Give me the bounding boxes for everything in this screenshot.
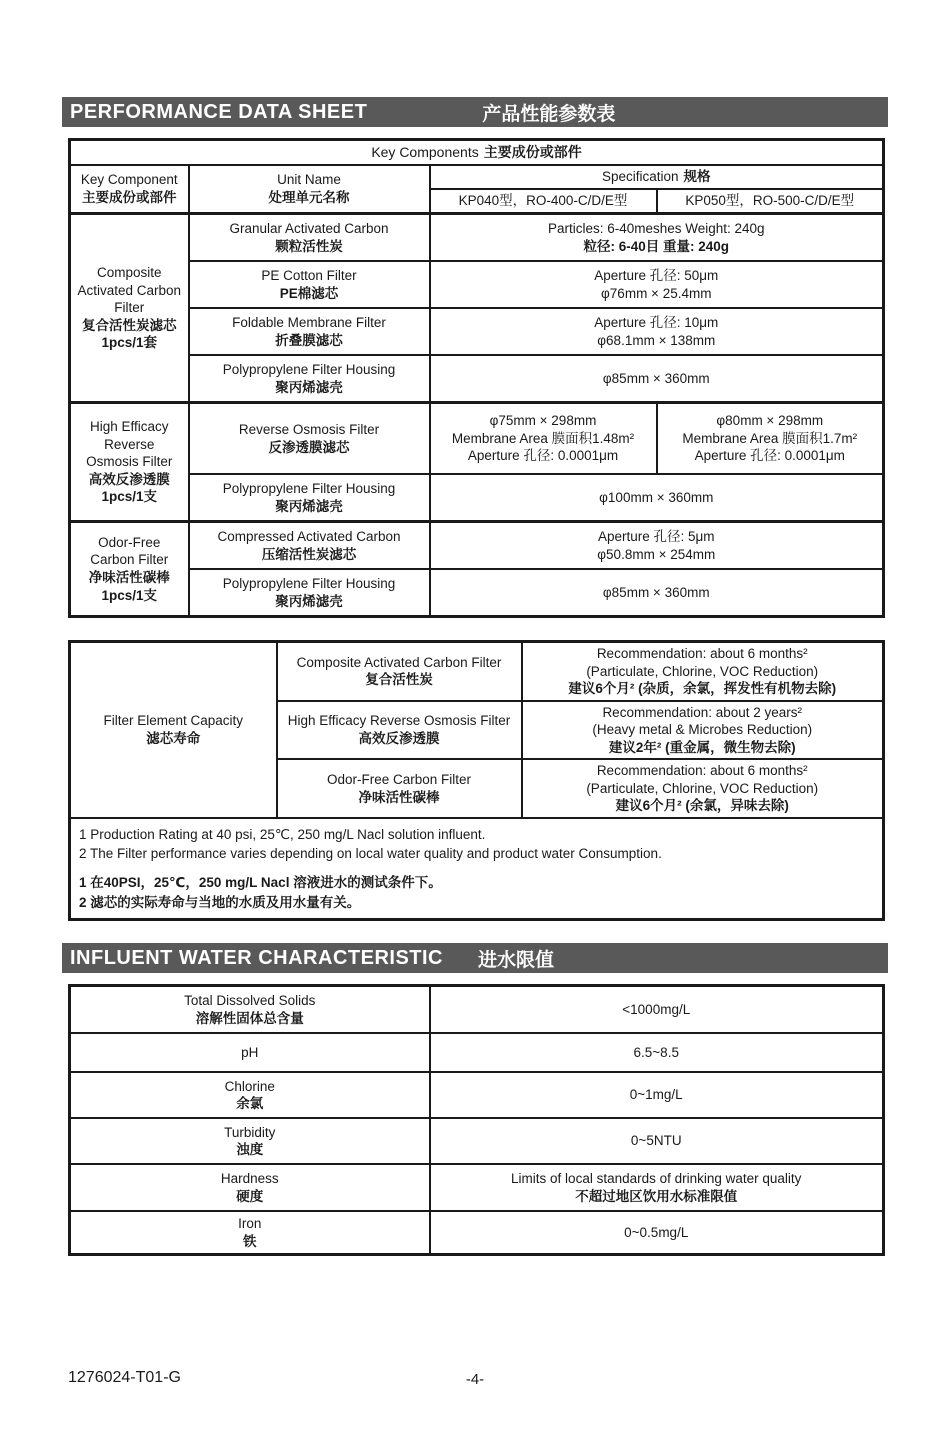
unit-name-cell bbox=[189, 403, 430, 475]
component-group-cell bbox=[70, 403, 189, 522]
param-en: Turbidity bbox=[224, 1124, 276, 1140]
component-group-cell bbox=[70, 214, 189, 403]
param-en: Hardness bbox=[220, 1171, 279, 1187]
limit-value: 0~1mg/L bbox=[629, 1087, 683, 1103]
spec-cell bbox=[430, 355, 884, 403]
footnote-zh-1: 1 在40PSI，25℃，250 mg/L Nacl 溶液进水的测试条件下。 bbox=[79, 875, 442, 891]
unit-zh: 压缩活性炭滤芯 bbox=[261, 546, 357, 562]
capacity-label-zh: 滤芯寿命 bbox=[146, 730, 201, 746]
header-spec-zh: 规格 bbox=[683, 169, 711, 185]
group-name-en: Composite Activated Carbon Filter bbox=[77, 265, 182, 316]
spec-cell bbox=[430, 214, 884, 262]
unit-en: Polypropylene Filter Housing bbox=[222, 361, 396, 377]
table-row bbox=[70, 1033, 884, 1072]
table-row bbox=[70, 1072, 884, 1118]
footnotes-cell bbox=[70, 818, 884, 920]
param-zh: 铁 bbox=[243, 1233, 257, 1249]
spec-cell bbox=[430, 308, 884, 355]
performance-title-zh: 产品性能参数表 bbox=[482, 103, 616, 125]
filter-name-cell bbox=[277, 701, 522, 760]
recommendation-cell bbox=[522, 642, 884, 701]
spec-line: Aperture 孔径: 0.0001μm bbox=[467, 448, 619, 464]
header-key-component-zh: 主要成份或部件 bbox=[82, 190, 177, 205]
model-a-header-cell: KP040型，RO-400-C/D/E型 bbox=[430, 189, 657, 214]
unit-name-cell bbox=[189, 308, 430, 355]
param-en: Iron bbox=[238, 1216, 262, 1232]
spec-line: Membrane Area 膜面积1.48m² bbox=[451, 430, 635, 446]
spec-line: φ85mm × 360mm bbox=[602, 370, 710, 386]
recommendation-cell bbox=[522, 701, 884, 760]
rec-line: 建议6个月² (余氯，异味去除) bbox=[615, 798, 789, 814]
filter-en: High Efficacy Reverse Osmosis Filter bbox=[287, 713, 511, 729]
performance-section-header bbox=[62, 97, 888, 127]
table-row bbox=[70, 569, 884, 617]
limit-value: 0~0.5mg/L bbox=[624, 1224, 689, 1240]
filter-en: Composite Activated Carbon Filter bbox=[296, 654, 502, 670]
unit-en: Foldable Membrane Filter bbox=[232, 314, 386, 330]
table-row bbox=[70, 642, 884, 701]
param-en: Total Dissolved Solids bbox=[184, 993, 316, 1009]
param-zh: 余氯 bbox=[236, 1096, 264, 1112]
unit-zh: 聚丙烯滤壳 bbox=[275, 379, 343, 395]
header-unit-name-en: Unit Name bbox=[277, 172, 341, 188]
spec-line: φ80mm × 298mm bbox=[716, 413, 824, 429]
component-group-cell bbox=[70, 522, 189, 617]
footnote-en-2: 2 The Filter performance varies depending on local water quality and product water Consumption. bbox=[79, 846, 662, 862]
unit-name-cell bbox=[189, 474, 430, 522]
parameter-cell bbox=[70, 1033, 430, 1072]
unit-en: Granular Activated Carbon bbox=[229, 220, 389, 236]
spec-cell bbox=[430, 522, 884, 570]
unit-name-cell bbox=[189, 522, 430, 570]
footnote-zh-2: 2 滤芯的实际寿命与当地的水质及用水量有关。 bbox=[79, 894, 361, 910]
influent-title-en: INFLUENT WATER CHARACTERISTIC bbox=[70, 946, 443, 969]
spec-line: Aperture 孔径: 0.0001μm bbox=[694, 448, 845, 464]
unit-en: Reverse Osmosis Filter bbox=[238, 421, 380, 437]
rec-line: 建议6个月² (杂质，余氯，挥发性有机物去除) bbox=[568, 681, 837, 697]
spec-line: Particles: 6-40meshes Weight: 240g bbox=[547, 220, 765, 236]
spec-line: φ100mm × 360mm bbox=[599, 489, 714, 505]
page-number: -4- bbox=[465, 1371, 485, 1388]
spec-line: 粒径: 6-40目 重量: 240g bbox=[583, 238, 730, 254]
group-qty: 1pcs/1支 bbox=[101, 587, 158, 603]
key-components-caption-cell bbox=[70, 140, 884, 166]
param-en: Chlorine bbox=[224, 1078, 275, 1094]
key-component-header-cell bbox=[70, 165, 189, 214]
table-row bbox=[70, 1118, 884, 1164]
specification-header-cell bbox=[430, 165, 884, 189]
spec-line: φ68.1mm × 138mm bbox=[597, 332, 716, 348]
rec-line: 建议2年² (重金属，微生物去除) bbox=[608, 739, 796, 755]
performance-data-sheet-page bbox=[0, 97, 950, 1440]
unit-en: Compressed Activated Carbon bbox=[217, 528, 401, 544]
spec-line: φ50.8mm × 254mm bbox=[597, 546, 716, 562]
filter-zh: 高效反渗透膜 bbox=[358, 730, 440, 746]
unit-zh: 颗粒活性炭 bbox=[275, 238, 343, 254]
parameter-cell bbox=[70, 1211, 430, 1255]
influent-water-table bbox=[68, 984, 885, 1256]
recommendation-cell bbox=[522, 759, 884, 818]
unit-name-cell bbox=[189, 214, 430, 262]
capacity-label-en: Filter Element Capacity bbox=[103, 713, 244, 729]
limit-value: Limits of local standards of drinking water quality bbox=[511, 1171, 802, 1187]
limit-cell bbox=[430, 1211, 884, 1255]
group-name-en: High Efficacy Reverse Osmosis Filter bbox=[86, 419, 173, 470]
table-row bbox=[70, 522, 884, 570]
limit-cell bbox=[430, 986, 884, 1034]
spec-line: Aperture 孔径: 5μm bbox=[597, 528, 715, 544]
caption-en: Key Components bbox=[371, 144, 479, 161]
group-name-zh: 复合活性炭滤芯 bbox=[82, 317, 177, 333]
spec-cell bbox=[430, 474, 884, 522]
footnote-en-1: 1 Production Rating at 40 psi, 25℃, 250 mg/L Nacl solution influent. bbox=[79, 826, 486, 842]
header-spec-en: Specification bbox=[601, 169, 679, 185]
param-zh: 硬度 bbox=[236, 1188, 264, 1204]
rec-line: Recommendation: about 6 months² bbox=[596, 646, 808, 661]
parameter-cell bbox=[70, 1118, 430, 1164]
filter-zh: 复合活性炭 bbox=[365, 672, 433, 688]
table-row bbox=[70, 403, 884, 475]
unit-name-cell bbox=[189, 355, 430, 403]
limit-value: 6.5~8.5 bbox=[633, 1044, 679, 1060]
influent-title-zh: 进水限值 bbox=[478, 949, 555, 971]
limit-cell bbox=[430, 1164, 884, 1211]
table-row bbox=[70, 261, 884, 308]
rec-line: Recommendation: about 2 years² bbox=[602, 704, 803, 720]
rec-line: (Heavy metal & Microbes Reduction) bbox=[592, 722, 813, 738]
limit-value: 0~5NTU bbox=[630, 1133, 682, 1149]
key-components-table bbox=[68, 138, 885, 618]
rec-line: (Particulate, Chlorine, VOC Reduction) bbox=[586, 663, 819, 679]
table-row bbox=[70, 165, 884, 189]
spec-cell-kp040 bbox=[430, 403, 657, 475]
unit-name-cell bbox=[189, 261, 430, 308]
unit-en: PE Cotton Filter bbox=[261, 267, 357, 283]
table-row bbox=[70, 140, 884, 166]
unit-name-header-cell bbox=[189, 165, 430, 214]
spec-cell bbox=[430, 569, 884, 617]
spec-cell bbox=[430, 261, 884, 308]
unit-zh: 聚丙烯滤壳 bbox=[275, 498, 343, 514]
parameter-cell bbox=[70, 986, 430, 1034]
filter-name-cell bbox=[277, 642, 522, 701]
spec-cell-kp050 bbox=[657, 403, 884, 475]
table-row bbox=[70, 308, 884, 355]
table-row bbox=[70, 474, 884, 522]
filter-name-cell bbox=[277, 759, 522, 818]
spec-line: φ85mm × 360mm bbox=[602, 584, 710, 600]
influent-section-header bbox=[62, 943, 888, 973]
document-code: 1276024-T01-G bbox=[68, 1369, 181, 1386]
unit-zh: 聚丙烯滤壳 bbox=[275, 593, 343, 609]
table-row bbox=[70, 818, 884, 920]
filter-en: Odor-Free Carbon Filter bbox=[326, 772, 472, 788]
unit-zh: 反渗透膜滤芯 bbox=[268, 439, 350, 455]
unit-name-cell bbox=[189, 569, 430, 617]
unit-en: Polypropylene Filter Housing bbox=[222, 575, 396, 591]
spec-line: φ76mm × 25.4mm bbox=[601, 285, 712, 301]
unit-en: Polypropylene Filter Housing bbox=[222, 480, 396, 496]
group-qty: 1pcs/1支 bbox=[101, 489, 158, 505]
limit-cell bbox=[430, 1033, 884, 1072]
spec-line: Membrane Area 膜面积1.7m² bbox=[682, 430, 858, 446]
param-zh: 浊度 bbox=[236, 1142, 264, 1158]
parameter-cell bbox=[70, 1164, 430, 1211]
header-key-component-en: Key Component bbox=[80, 172, 178, 188]
unit-zh: PE棉滤芯 bbox=[279, 285, 339, 301]
header-unit-name-zh: 处理单元名称 bbox=[268, 190, 350, 205]
spec-line: Aperture 孔径: 10μm bbox=[594, 314, 719, 330]
table-row bbox=[70, 214, 884, 262]
table-row bbox=[70, 355, 884, 403]
limit-value: 不超过地区饮用水标准限值 bbox=[575, 1188, 738, 1204]
group-name-en: Odor-Free Carbon Filter bbox=[90, 534, 169, 568]
model-b-header-cell: KP050型，RO-500-C/D/E型 bbox=[657, 189, 884, 214]
caption-zh: 主要成份或部件 bbox=[483, 144, 582, 161]
spec-line: φ75mm × 298mm bbox=[489, 413, 597, 429]
group-qty: 1pcs/1套 bbox=[101, 335, 158, 351]
table-row bbox=[70, 1211, 884, 1255]
spec-line: Aperture 孔径: 50μm bbox=[594, 267, 719, 283]
capacity-label-cell bbox=[70, 642, 277, 818]
performance-title-en: PERFORMANCE DATA SHEET bbox=[70, 100, 368, 123]
group-name-zh: 净味活性碳棒 bbox=[88, 570, 170, 585]
rec-line: Recommendation: about 6 months² bbox=[596, 763, 808, 779]
rec-line: (Particulate, Chlorine, VOC Reduction) bbox=[586, 780, 819, 796]
param-en: pH bbox=[241, 1044, 259, 1060]
limit-cell bbox=[430, 1118, 884, 1164]
filter-zh: 净味活性碳棒 bbox=[358, 789, 440, 805]
table-row bbox=[70, 1164, 884, 1211]
param-zh: 溶解性固体总含量 bbox=[195, 1010, 304, 1026]
limit-value: <1000mg/L bbox=[622, 1001, 691, 1017]
limit-cell bbox=[430, 1072, 884, 1118]
unit-zh: 折叠膜滤芯 bbox=[275, 332, 343, 348]
filter-capacity-table bbox=[68, 640, 885, 921]
table-row bbox=[70, 986, 884, 1034]
page-footer bbox=[0, 1369, 950, 1389]
parameter-cell bbox=[70, 1072, 430, 1118]
group-name-zh: 高效反渗透膜 bbox=[88, 471, 170, 487]
